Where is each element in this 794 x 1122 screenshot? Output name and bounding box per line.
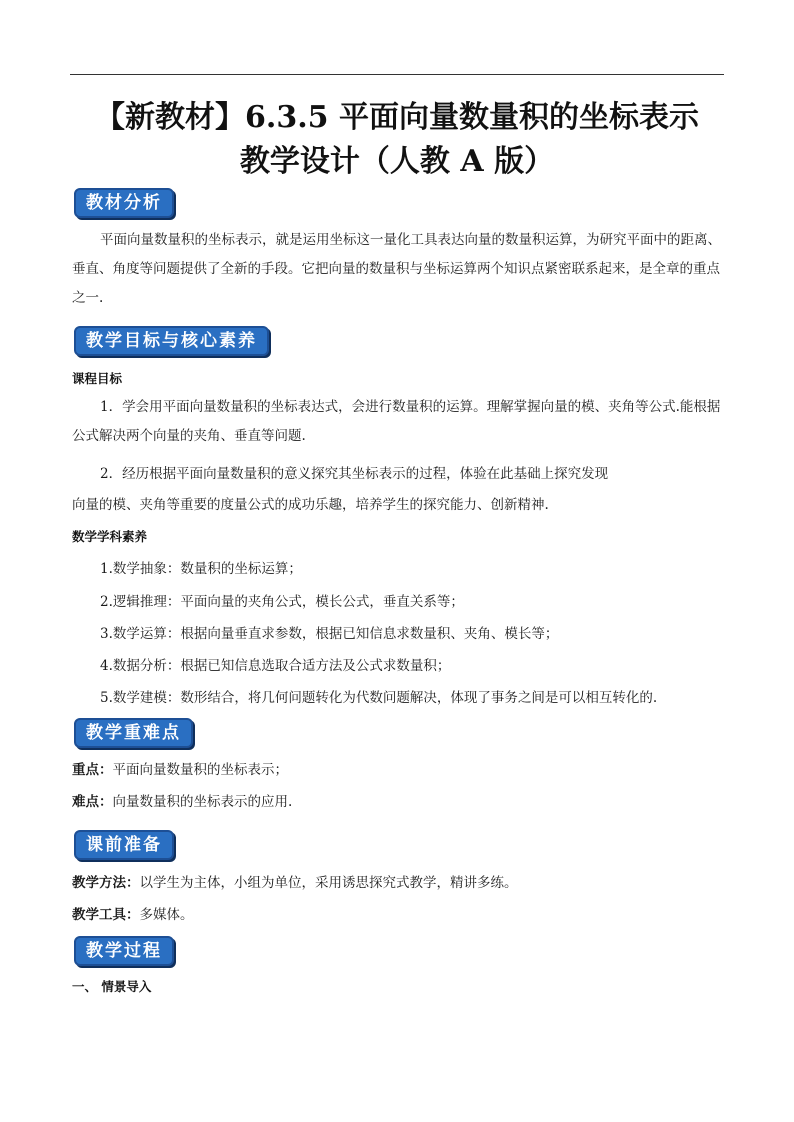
- goal-2-line-2: 向量的模、夹角等重要的度量公式的成功乐趣，培养学生的探究能力、创新精神.: [72, 497, 549, 513]
- literacy-item: 5.数学建模：数形结合，将几何问题转化为代数问题解决，体现了事务之间是可以相互转化的.: [100, 690, 658, 706]
- literacy-item: 1.数学抽象：数量积的坐标运算；: [100, 561, 302, 577]
- difficult-point-text: 向量数量积的坐标表示的应用.: [112, 794, 293, 810]
- process-step-1: 一、 情景导入: [72, 979, 152, 994]
- section-badge-process: 教学过程: [74, 936, 174, 966]
- section-badge-keypoints: 教学重难点: [74, 718, 193, 748]
- teaching-tool-label: 教学工具：: [72, 907, 140, 923]
- literacy-item: 2.逻辑推理：平面向量的夹角公式，模长公式，垂直关系等；: [100, 594, 464, 610]
- difficult-point-label: 难点：: [72, 794, 113, 810]
- document-title-line-2: 教学设计（人教 A 版）: [239, 144, 555, 179]
- teaching-tool-line: [72, 903, 194, 923]
- goal-2-line-1: 2．经历根据平面向量数量积的意义探究其坐标表示的过程，体验在此基础上探究发现: [100, 466, 609, 482]
- literacy-item: 3.数学运算：根据向量垂直求参数，根据已知信息求数量积、夹角、模长等；: [100, 626, 559, 642]
- section-badge-analysis: 教材分析: [74, 188, 174, 218]
- section-badge-prep: 课前准备: [74, 830, 174, 860]
- teaching-tool-text: 多媒体。: [139, 907, 194, 923]
- analysis-paragraph: 平面向量数量积的坐标表示，就是运用坐标这一量化工具表达向量的数量积运算，为研究平面中的距离、垂直、角度等问题提供了全新的手段。它把向量的数量积与坐标运算两个知识点紧密联系起来，是全章的重点之一.: [72, 232, 721, 306]
- section-badge-goals: 教学目标与核心素养: [74, 326, 269, 356]
- goal-1: 1．学会用平面向量数量积的坐标表达式，会进行数量积的运算。理解掌握向量的模、夹角等公式.能根据公式解决两个向量的夹角、垂直等问题.: [72, 399, 721, 444]
- key-point-text: 平面向量数量积的坐标表示；: [112, 762, 288, 778]
- teaching-method-line: [72, 871, 518, 891]
- key-point-line: [72, 758, 288, 778]
- teaching-method-text: 以学生为主体，小组为单位，采用诱思探究式教学，精讲多练。: [139, 875, 518, 891]
- literacy-heading: 数学学科素养: [72, 529, 148, 544]
- literacy-item: 4.数据分析：根据已知信息选取合适方法及公式求数量积；: [100, 658, 451, 674]
- teaching-method-label: 教学方法：: [72, 875, 140, 891]
- document-title-line-1: 【新教材】6.3.5 平面向量数量积的坐标表示: [95, 100, 699, 135]
- course-goal-heading: 课程目标: [72, 371, 123, 386]
- header-rule: [70, 74, 724, 75]
- key-point-label: 重点：: [72, 762, 113, 778]
- difficult-point-line: [72, 790, 292, 810]
